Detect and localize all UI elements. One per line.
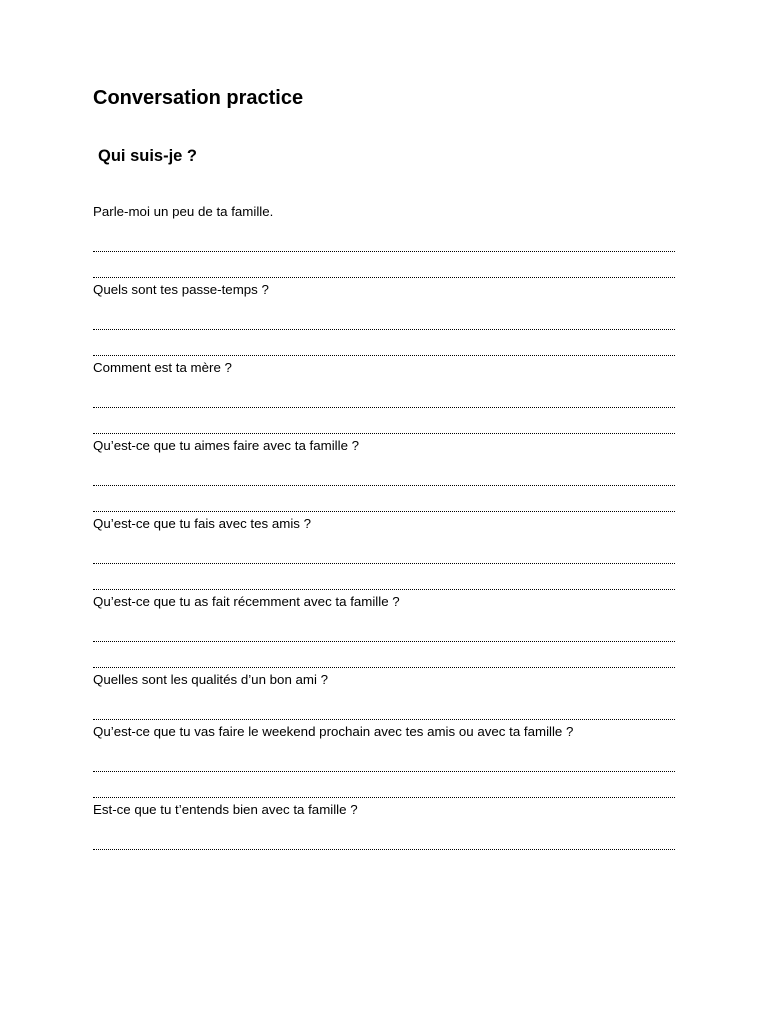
question-block — [93, 434, 675, 512]
question-text: Comment est ta mère ? — [93, 360, 232, 375]
question-block — [93, 668, 675, 720]
question-text: Quels sont tes passe-temps ? — [93, 282, 269, 297]
answer-line[interactable] — [93, 252, 675, 278]
answer-line[interactable] — [93, 821, 675, 850]
answer-line[interactable] — [93, 408, 675, 434]
answer-line[interactable] — [93, 223, 675, 252]
question-block — [93, 278, 675, 356]
page-title: Conversation practice — [93, 87, 304, 109]
answer-line[interactable] — [93, 564, 675, 590]
answer-line[interactable] — [93, 743, 675, 772]
question-block — [93, 512, 675, 590]
question-text: Qu’est-ce que tu aimes faire avec ta famille ? — [93, 438, 360, 453]
answer-line[interactable] — [93, 613, 675, 642]
question-text: Est-ce que tu t’entends bien avec ta famille ? — [93, 802, 358, 817]
answer-line[interactable] — [93, 330, 675, 356]
question-text: Qu’est-ce que tu fais avec tes amis ? — [93, 516, 312, 531]
answer-line[interactable] — [93, 379, 675, 408]
answer-line[interactable] — [93, 642, 675, 668]
answer-line[interactable] — [93, 486, 675, 512]
question-block — [93, 720, 675, 798]
question-list — [93, 200, 675, 850]
section-subtitle: Qui suis-je ? — [98, 147, 198, 165]
question-block — [93, 200, 675, 278]
question-text: Qu’est-ce que tu vas faire le weekend prochain avec tes amis ou avec ta famille ? — [93, 724, 574, 739]
answer-line[interactable] — [93, 457, 675, 486]
question-block — [93, 356, 675, 434]
question-text: Parle-moi un peu de ta famille. — [93, 204, 274, 219]
answer-line[interactable] — [93, 772, 675, 798]
answer-line[interactable] — [93, 691, 675, 720]
question-block — [93, 798, 675, 850]
answer-line[interactable] — [93, 535, 675, 564]
question-block — [93, 590, 675, 668]
answer-line[interactable] — [93, 301, 675, 330]
question-text: Qu’est-ce que tu as fait récemment avec ta famille ? — [93, 594, 400, 609]
question-text: Quelles sont les qualités d’un bon ami ? — [93, 672, 329, 687]
